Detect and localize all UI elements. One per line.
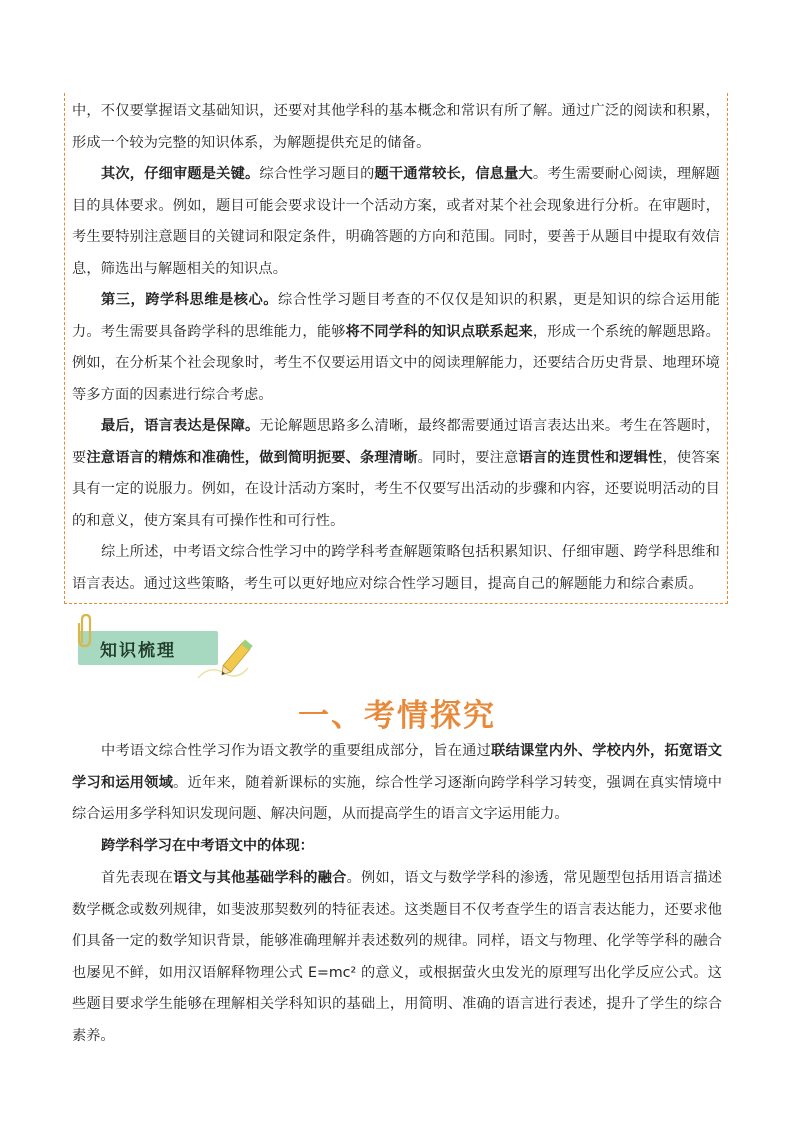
box-paragraph-3: 第三，跨学科思维是核心。综合性学习题目考查的不仅仅是知识的积累，更是知识的综合运用能力。考生需要具备跨学科的思维能力，能够将不同学科的知识点联系起来，形成一个系统的解题思路。例如，在分析某个社会现象时，考生不仅要运用语文中的阅读理解能力，还要结合历史背景、地理环境等多方面的因素进行综合考虑。 [72, 292, 720, 403]
box-paragraph-4: 最后，语言表达是保障。无论解题思路多么清晰，最终都需要通过语言表达出来。考生在答题时，要注意语言的精炼和准确性，做到简明扼要、条理清晰。同时，要注意语言的连贯性和逻辑性，使答案具有一定的说服力。例如，在设计活动方案时，考生不仅要写出活动的步骤和内容，还要说明活动的目的和意义，使方案具有可操作性和可行性。 [72, 418, 720, 529]
main-subheading: 跨学科学习在中考语文中的体现： [101, 838, 314, 854]
tag-label: 知识梳理 [100, 641, 176, 661]
box-paragraph-2: 其次，仔细审题是关键。综合性学习题目的题干通常较长，信息量大。考生需要耐心阅读，理解题目的具体要求。例如，题目可能会要求设计一个活动方案，或者对某个社会现象进行分析。在审题时，考生要特别注意题目的关键词和限定条件，明确答题的方向和范围。同时，要善于从题目中提取有效信息，筛选出与解题相关的知识点。 [72, 166, 721, 277]
main-paragraph-2: 首先表现在语文与其他基础学科的融合。例如，语文与数学学科的渗透，常见题型包括用语言描述数学概念或数列规律，如斐波那契数列的特征表述。这类题目不仅考查学生的语言表达能力，还要求他们具备一定的数学知识背景，能够准确理解并表述数列的规律。同样，语文与物理、化学等学科的融合也屡见不鲜，如用汉语解释物理公式 E=mc² 的意义，或根据萤火虫发光的原理写出化学反应公式。这些题目要求学生能够在理解相关学科知识的基础上，用简明、准确的语言进行表述，提升了学生的综合素养。 [72, 870, 722, 1044]
box-paragraph-1: 中，不仅要掌握语文基础知识，还要对其他学科的基本概念和常识有所了解。通过广泛的阅读和积累，形成一个较为完整的知识体系，为解题提供充足的储备。 [72, 103, 720, 151]
page-heading: 一、考情探究 [298, 698, 496, 734]
main-paragraph-1: 中考语文综合性学习作为语文教学的重要组成部分，旨在通过联结课堂内外、学校内外，拓宽语文学习和运用领域。近年来，随着新课标的实施，综合性学习逐渐向跨学科学习转变，强调在真实情境中综合运用多学科知识发现问题、解决问题，从而提高学生的语言文字运用能力。 [72, 743, 722, 822]
pencil-icon [196, 634, 266, 684]
box-paragraph-5: 综上所述，中考语文综合性学习中的跨学科考查解题策略包括积累知识、仔细审题、跨学科思维和语言表达。通过这些策略，考生可以更好地应对综合性学习题目，提高自己的解题能力和综合素质。 [72, 544, 720, 592]
paperclip-icon [74, 612, 98, 652]
